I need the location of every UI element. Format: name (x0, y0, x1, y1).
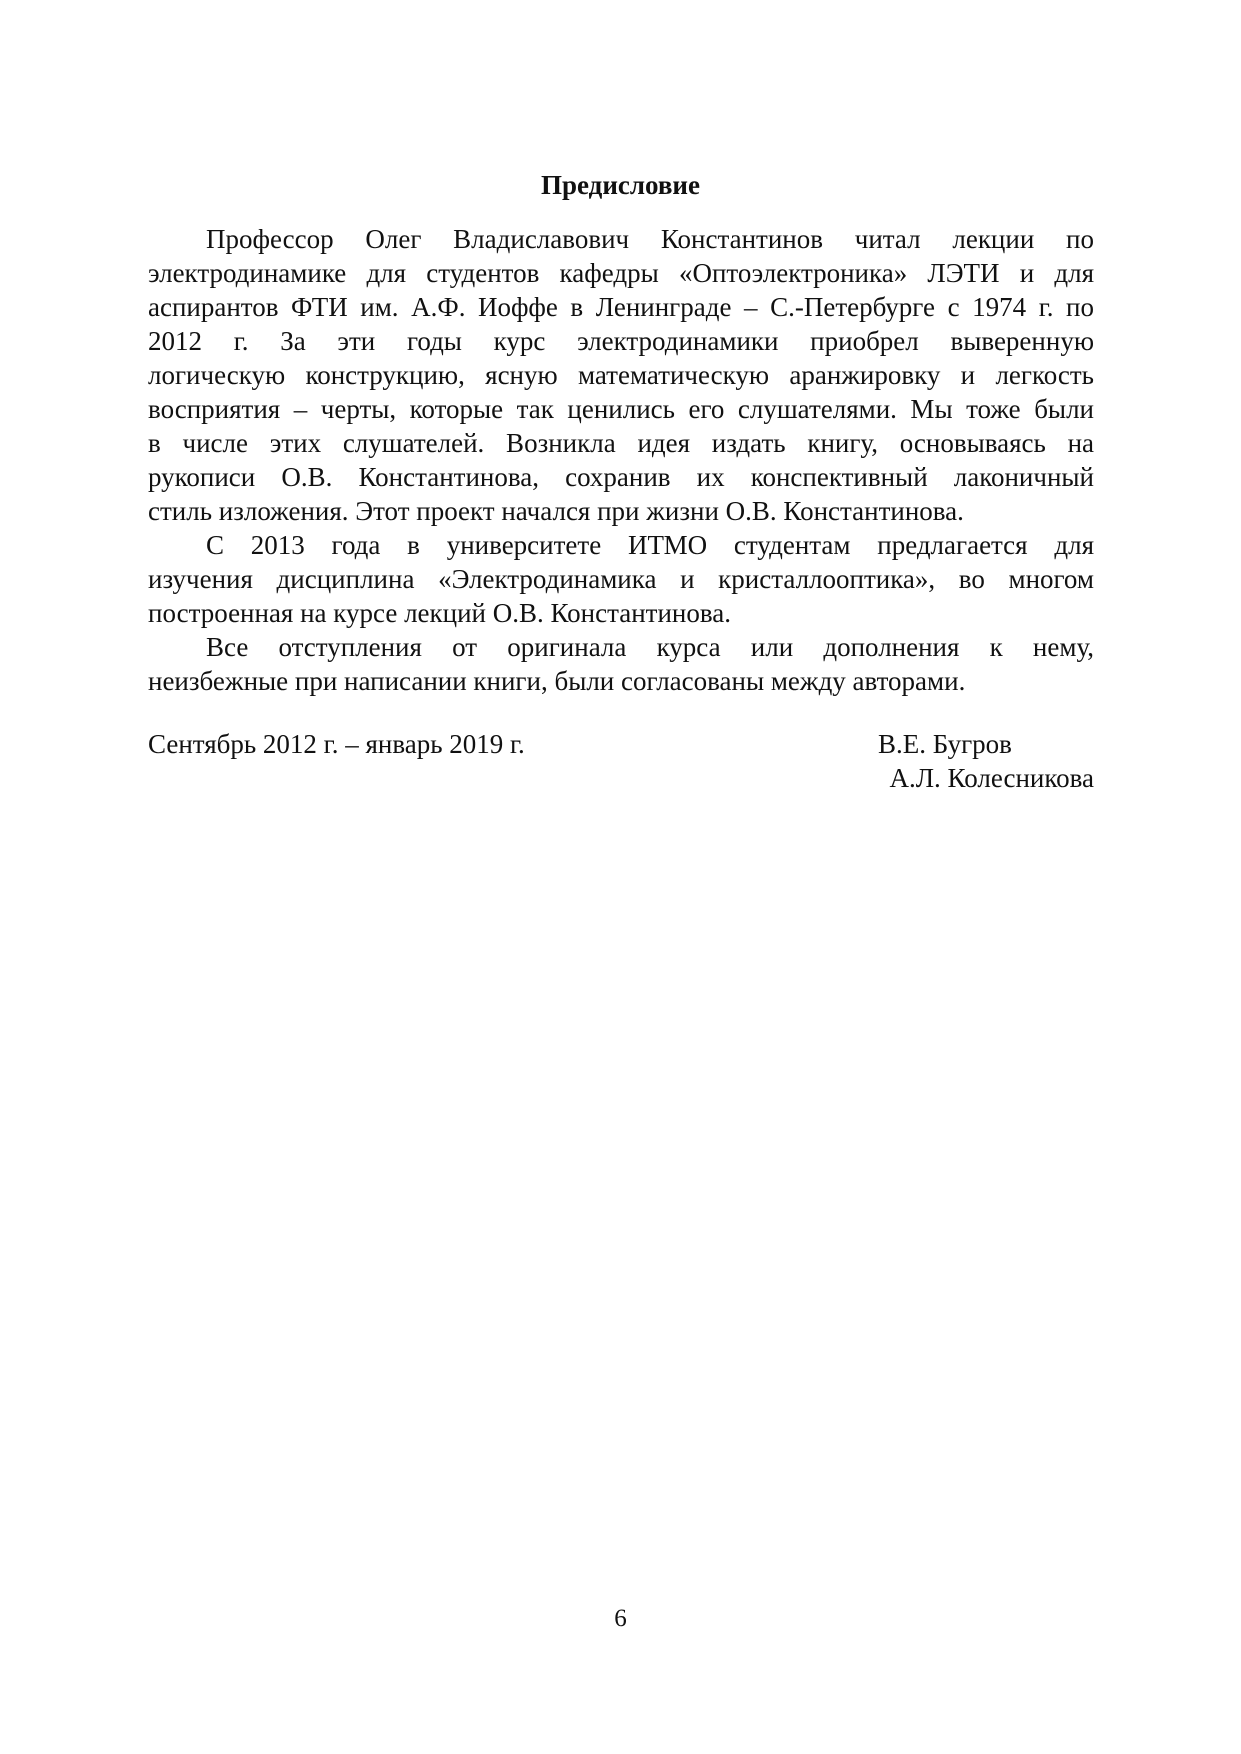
text-line: Все отступления от оригинала курса или дополнения к нему, (206, 632, 1094, 662)
paragraph-2 (148, 528, 1094, 630)
text-line: восприятия – черты, которые так ценились его слушателями. Мы тоже были (148, 394, 1094, 424)
text-line: в числе этих слушателей. Возникла идея издать книгу, основываясь на (148, 428, 1094, 458)
text-line: логическую конструкцию, ясную математическую аранжировку и легкость (148, 360, 1094, 390)
text-line: неизбежные при написании книги, были согласованы между авторами. (148, 666, 966, 696)
text-line: аспирантов ФТИ им. А.Ф. Иоффе в Ленинграде – С.-Петербурге с 1974 г. по (148, 292, 1094, 322)
paragraph-3 (148, 630, 1094, 698)
text-line: 2012 г. За эти годы курс электродинамики приобрел выверенную (148, 326, 1094, 356)
text-line: С 2013 года в университете ИТМО студентам предлагается для (206, 530, 1094, 560)
date-range: Сентябрь 2012 г. – январь 2019 г. (148, 729, 525, 759)
page-title: Предисловие (541, 170, 700, 200)
text-line: построенная на курсе лекций О.В. Константинова. (148, 598, 731, 628)
text-line: Профессор Олег Владиславович Константинов читал лекции по (206, 224, 1094, 254)
author-name: А.Л. Колесникова (889, 763, 1094, 793)
text-line: стиль изложения. Этот проект начался при жизни О.В. Константинова. (148, 496, 964, 526)
paragraph-1 (148, 222, 1094, 528)
body-text (148, 222, 1094, 698)
text-line: электродинамике для студентов кафедры «Оптоэлектроника» ЛЭТИ и для (148, 258, 1094, 288)
text-line: рукописи О.В. Константинова, сохранив их конспективный лаконичный (148, 462, 1094, 492)
text-line: изучения дисциплина «Электродинамика и кристаллооптика», во многом (148, 564, 1094, 594)
page-number: 6 (614, 1605, 627, 1632)
author-name: В.Е. Бугров (878, 729, 1012, 759)
